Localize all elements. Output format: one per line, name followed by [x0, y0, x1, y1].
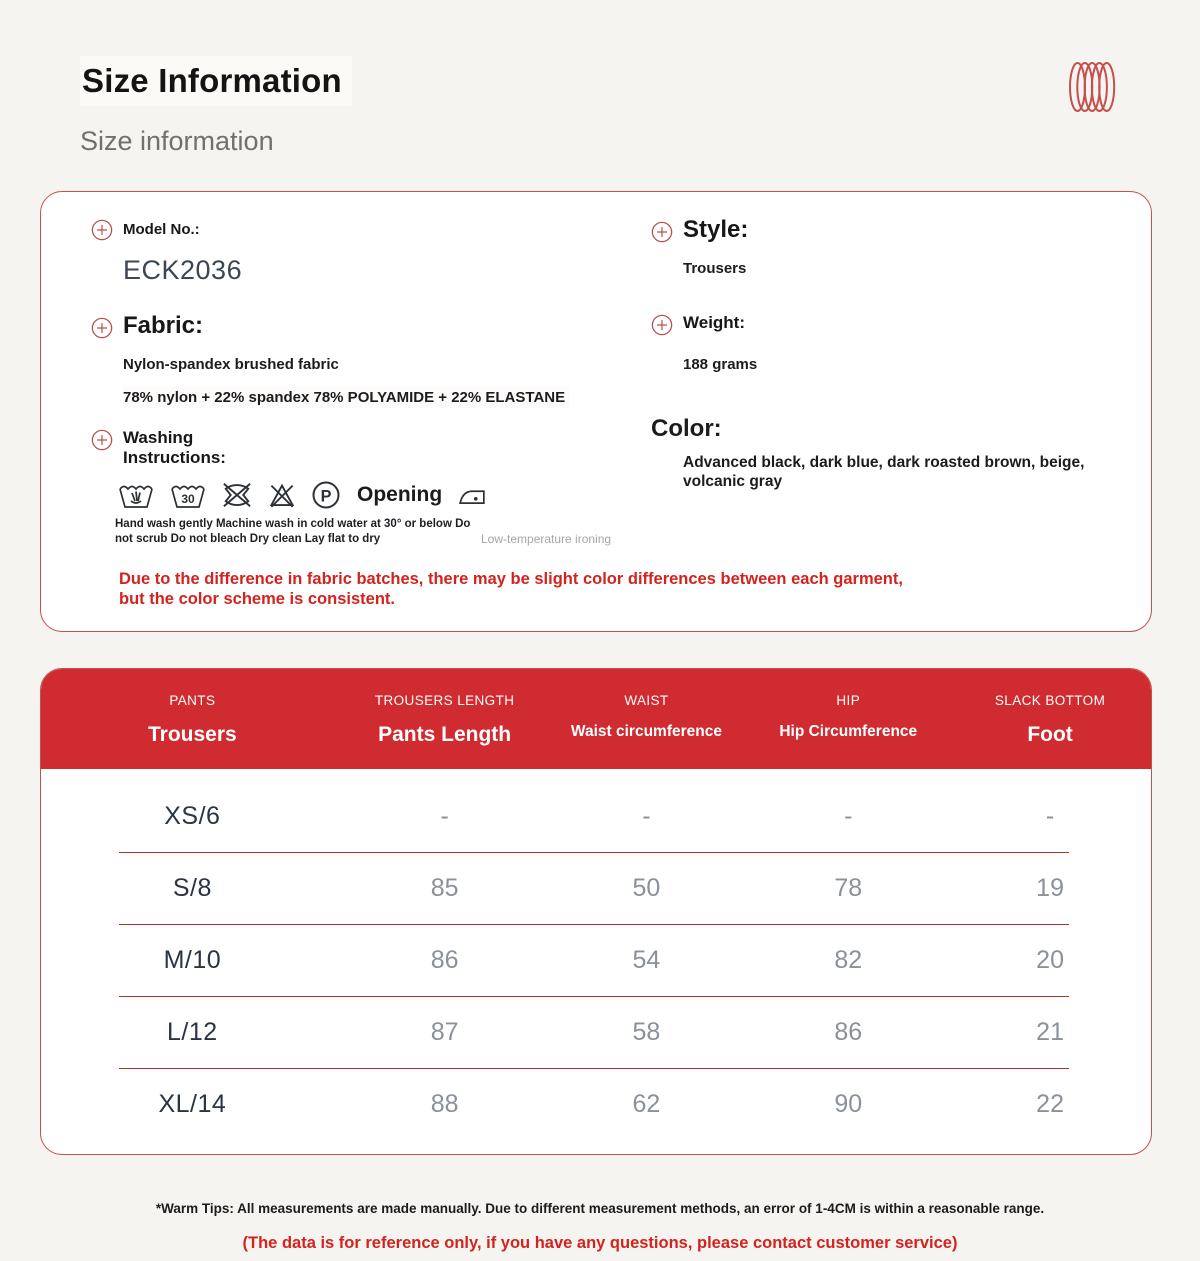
fabric-percentages: 78% nylon + 22% spandex 78% POLYAMIDE + 22% ELASTANE	[123, 387, 569, 408]
do-not-bleach-icon	[267, 480, 297, 510]
page-subtitle: Size information	[80, 126, 274, 156]
info-card-left-column	[91, 218, 651, 548]
measurement-value: -	[1045, 802, 1055, 831]
style-label: Style:	[683, 216, 749, 243]
measurement-value: -	[844, 802, 853, 831]
page-footer	[0, 1201, 1200, 1253]
page-title: Size Information	[80, 56, 352, 106]
measurement-value: 22	[1036, 1090, 1064, 1119]
size-label: S/8	[172, 874, 212, 903]
measurement-value: -	[642, 802, 651, 831]
plus-circle-icon	[91, 219, 113, 241]
table-row	[41, 925, 1151, 996]
measurement-value: 88	[430, 1090, 459, 1119]
plus-circle-icon	[651, 314, 673, 336]
column-header-top: SLACK BOTTOM	[994, 693, 1106, 709]
care-icons-row	[117, 477, 651, 513]
table-row	[41, 853, 1151, 924]
measurement-value: 54	[632, 946, 661, 975]
size-label: M/10	[163, 946, 222, 975]
measurement-value: 86	[834, 1018, 863, 1047]
fabric-label: Fabric:	[123, 312, 204, 339]
measurement-value: 78	[834, 874, 863, 903]
fabric-section	[91, 312, 651, 408]
measurement-value: 87	[430, 1018, 459, 1047]
style-value: Trousers	[683, 260, 747, 277]
iron-icon	[458, 483, 486, 507]
measurement-value: 21	[1036, 1018, 1064, 1047]
column-header	[949, 693, 1151, 747]
measurement-value: -	[440, 802, 449, 831]
table-row	[41, 781, 1151, 852]
dry-clean-icon	[311, 480, 341, 510]
washing-caption: Hand wash gently Machine wash in cold water at 30° or below Do not scrub Do not bleach Dry clean Lay flat to dry	[115, 517, 471, 546]
page-header	[0, 0, 1200, 157]
measurement-value: 58	[632, 1018, 661, 1047]
model-section	[91, 218, 651, 241]
plus-circle-icon	[651, 221, 673, 243]
size-label: XS/6	[164, 802, 221, 831]
weight-label: Weight:	[683, 313, 746, 332]
column-header-bottom: Waist circumference	[570, 723, 722, 741]
measurement-value: 86	[430, 946, 459, 975]
column-header-top: HIP	[836, 693, 861, 709]
column-header	[344, 693, 546, 747]
warm-tips-text: *Warm Tips: All measurements are made manually. Due to different measurement methods, an error of 1-4CM is within a reasonable range.	[155, 1201, 1045, 1217]
column-header	[546, 693, 748, 747]
color-section	[651, 415, 1121, 492]
size-label: XL/14	[158, 1090, 227, 1119]
plus-circle-icon	[91, 317, 113, 339]
size-table	[40, 668, 1152, 1155]
column-header-bottom: Trousers	[148, 723, 237, 747]
column-header	[747, 693, 949, 747]
machine-wash-temp: 30	[181, 491, 195, 506]
column-header-top: TROUSERS LENGTH	[374, 693, 515, 709]
measurement-value: 90	[834, 1090, 863, 1119]
model-value: ECK2036	[123, 255, 243, 285]
column-header-bottom: Hip Circumference	[779, 723, 918, 741]
opening-label: Opening	[357, 482, 443, 506]
measurement-value: 50	[632, 874, 661, 903]
dry-clean-letter: P	[320, 487, 332, 506]
column-header	[41, 693, 344, 747]
size-table-header	[41, 669, 1151, 769]
reference-note-text: (The data is for reference only, if you have any questions, please contact customer service)	[242, 1234, 958, 1253]
hand-wash-icon	[117, 479, 155, 511]
measurement-value: 20	[1036, 946, 1064, 975]
column-header-bottom: Pants Length	[378, 723, 512, 747]
plus-circle-icon	[91, 429, 113, 451]
table-row	[41, 997, 1151, 1068]
washing-label: Washing Instructions:	[123, 428, 226, 468]
measurement-value: 62	[632, 1090, 661, 1119]
washing-section	[91, 428, 651, 548]
info-card-right-column	[651, 218, 1121, 548]
size-table-body	[41, 769, 1151, 1154]
table-row	[41, 1069, 1151, 1140]
coil-logo-icon	[1068, 56, 1116, 118]
batch-color-notice: Due to the difference in fabric batches, there may be slight color differences between each garment, but the color scheme is consistent.	[119, 569, 903, 608]
measurement-value: 82	[834, 946, 863, 975]
column-header-top: PANTS	[169, 693, 216, 709]
model-label: Model No.:	[123, 221, 200, 238]
weight-value: 188 grams	[683, 356, 758, 373]
do-not-wring-icon	[221, 480, 253, 510]
fabric-composition: Nylon-spandex brushed fabric	[123, 356, 339, 373]
product-info-card	[40, 191, 1152, 632]
color-value: Advanced black, dark blue, dark roasted brown, beige, volcanic gray	[683, 454, 1085, 491]
ironing-note: Low-temperature ironing	[481, 531, 612, 546]
weight-section	[651, 313, 1121, 373]
color-label: Color:	[651, 415, 722, 442]
column-header-top: WAIST	[624, 693, 669, 709]
measurement-value: 85	[430, 874, 459, 903]
style-section	[651, 216, 1121, 277]
machine-wash-30-icon	[169, 479, 207, 511]
column-header-bottom: Foot	[1027, 723, 1073, 747]
size-label: L/12	[167, 1018, 218, 1047]
measurement-value: 19	[1036, 874, 1064, 903]
